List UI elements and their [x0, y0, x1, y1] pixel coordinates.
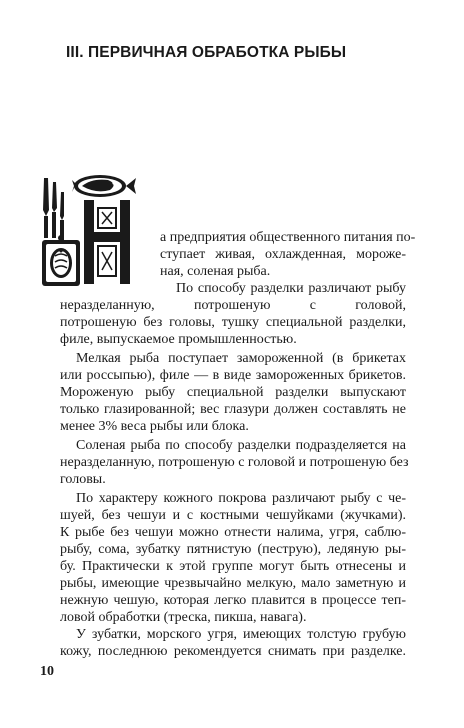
body-line: рыбы, имеющие чрезвычайно мелкую, мало заметную и [60, 576, 406, 591]
body-line: У зубатки, морского угря, имеющих толстую грубую [76, 627, 406, 642]
body-line: а предприятия общественного питания по- [160, 230, 416, 245]
fish-and-knives-drop-cap-icon [40, 172, 158, 288]
body-line: По способу разделки различают рыбу [176, 281, 406, 296]
body-line: рыбу, сома, зубатку пятнистую (пеструю), ледяную ры- [60, 542, 406, 557]
page-number: 10 [40, 664, 54, 679]
body-line: ступает живая, охлажденная, мороже- [160, 247, 406, 262]
body-line: Соленая рыба по способу разделки подразделяется на [76, 438, 406, 453]
body-line: менее 3% веса рыбы или блока. [60, 419, 249, 434]
body-line: нежную чешую, которая легко плавится в процессе теп- [60, 593, 406, 608]
body-line: бу. Практически к этой группе могут быть отнесены и [60, 559, 406, 574]
body-line: шуей, без чешуи и с костными чешуйками (жучками). [60, 508, 406, 523]
body-line: ловой обработки (треска, пикша, навага). [60, 610, 307, 625]
body-line: К рыбе без чешуи можно отнести налима, угря, саблю- [60, 525, 406, 540]
body-line: По характеру кожного покрова различают рыбу с че- [76, 491, 406, 506]
body-line: или россыпью), филе — в виде замороженных брикетов. [60, 368, 406, 383]
body-line: Мелкая рыба поступает замороженной (в брикетах [76, 351, 406, 366]
body-line: филе, выпускаемое промышленностью. [60, 332, 297, 347]
body-line: неразделанную, потрошеную с головой и потрошеную без [60, 455, 409, 470]
body-line: Мороженую рыбу специальной разделки выпускают [60, 385, 406, 400]
body-line: кожу, последнюю рекомендуется снимать при разделке. [60, 644, 406, 659]
chapter-heading: III. ПЕРВИЧНАЯ ОБРАБОТКА РЫБЫ [66, 44, 347, 61]
body-line: головы. [60, 472, 106, 487]
body-line: только глазированной; вес глазури должен составлять не [60, 402, 406, 417]
body-line: неразделанную, потрошеную с головой, [60, 298, 406, 313]
body-line: ная, соленая рыба. [160, 264, 271, 279]
body-line: потрошеную без головы, тушку специальной разделки, [60, 315, 406, 330]
